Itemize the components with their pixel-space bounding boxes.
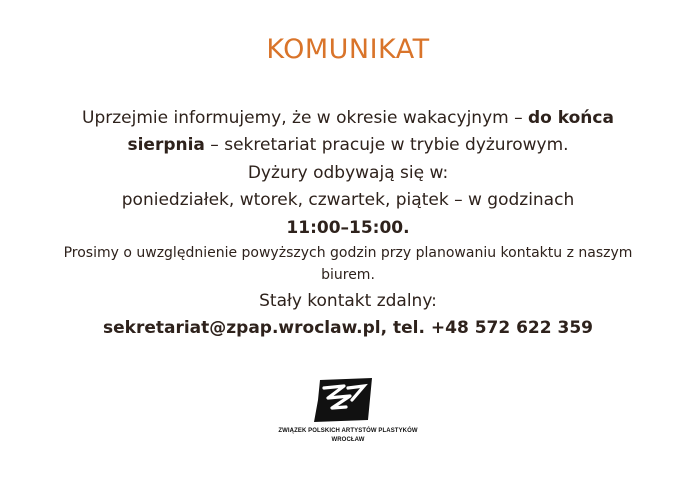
message-line-1-text: Uprzejmie informujemy, że w okresie wakacyjnym – (82, 108, 528, 128)
zpap-logo-icon (306, 376, 390, 424)
organization-city: WROCŁAW (331, 437, 365, 443)
message-line-1-bold: do końca (528, 108, 614, 128)
message-line-1 (0, 105, 696, 131)
message-line-2-text: – sekretariat pracuje w trybie dyżurowym. (204, 135, 569, 155)
note-line-1: Prosimy o uwzględnienie powyższych godzin przy planowaniu kontaktu z naszym (63, 245, 633, 261)
duty-hours: 11:00–15:00. (286, 218, 410, 238)
contact-label: Stały kontakt zdalny: (259, 291, 437, 311)
duty-hours-intro: Dyżury odbywają się w: (247, 163, 449, 183)
duty-days: poniedziałek, wtorek, czwartek, piątek – w godzinach (121, 190, 575, 210)
organization-name: ZWIĄZEK POLSKICH ARTYSTÓW PLASTYKÓW (278, 428, 418, 434)
note-line-2: biurem. (321, 267, 375, 283)
contact-details: sekretariat@zpap.wroclaw.pl, tel. +48 572 622 359 (102, 318, 593, 338)
page-title: KOMUNIKAT (266, 34, 430, 65)
message-line-2-bold: sierpnia (127, 135, 205, 155)
message-line-2 (0, 132, 696, 158)
